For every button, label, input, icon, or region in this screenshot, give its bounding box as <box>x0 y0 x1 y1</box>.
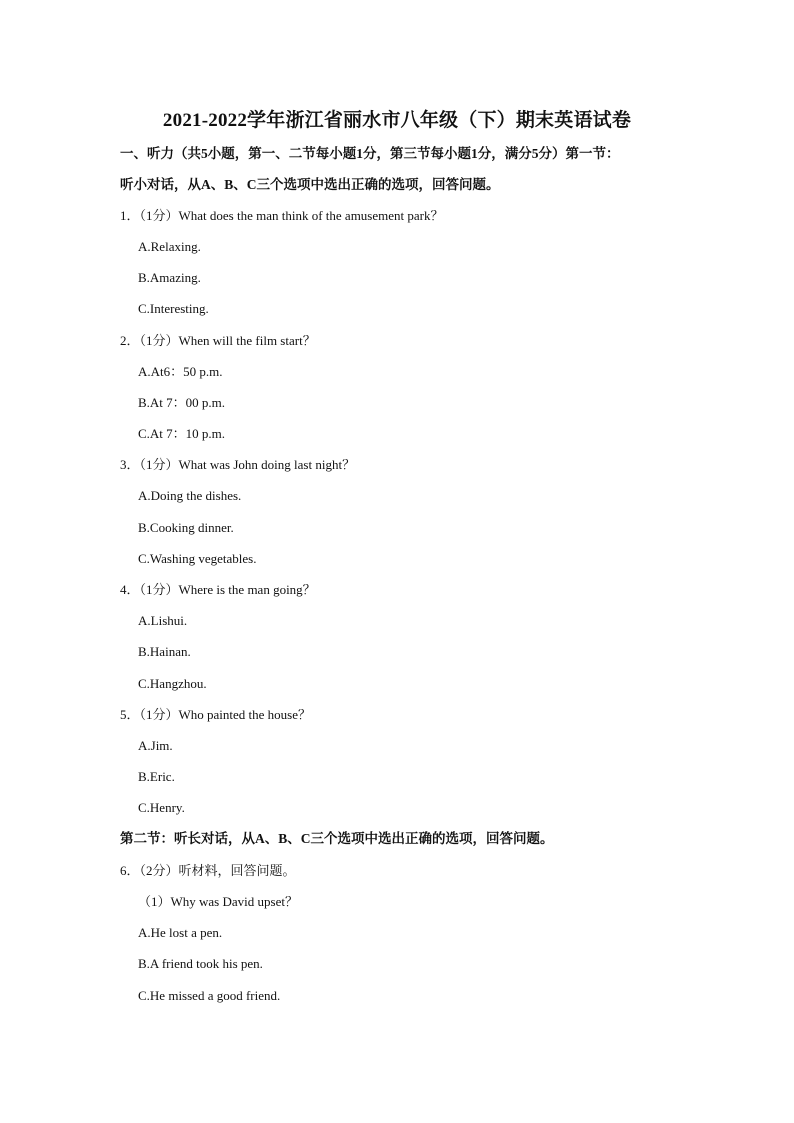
question-2-option-c: C.At 7：10 p.m. <box>138 426 226 441</box>
question-1-option-c: C.Interesting. <box>138 301 209 316</box>
question-2-option-a: A.At6：50 p.m. <box>138 364 223 379</box>
question-3-option-a: A.Doing the dishes. <box>138 488 242 503</box>
section1-heading-line2: 听小对话，从A、B、C三个选项中选出正确的选项，回答问题。 <box>120 177 500 192</box>
question-6-option-c: C.He missed a good friend. <box>138 988 281 1003</box>
question-6-sub-question-1: （1）Why was David upset？ <box>138 894 298 909</box>
question-4-option-b: B.Hainan. <box>138 644 191 659</box>
question-3-stem: 3．（1分）What was John doing last night？ <box>120 457 356 472</box>
question-1-stem: 1．（1分）What does the man think of the amusement park？ <box>120 208 444 223</box>
question-4-stem: 4．（1分）Where is the man going？ <box>120 582 316 597</box>
question-5-option-a: A.Jim. <box>138 738 173 753</box>
section2-heading: 第二节：听长对话，从A、B、C三个选项中选出正确的选项，回答问题。 <box>120 831 554 846</box>
question-2-option-b: B.At 7：00 p.m. <box>138 395 226 410</box>
question-1-option-b: B.Amazing. <box>138 270 201 285</box>
question-1-option-a: A.Relaxing. <box>138 239 201 254</box>
question-4-option-c: C.Hangzhou. <box>138 676 207 691</box>
question-6-option-a: A.He lost a pen. <box>138 925 223 940</box>
exam-title: 2021-2022学年浙江省丽水市八年级（下）期末英语试卷 <box>162 110 632 131</box>
question-3-option-c: C.Washing vegetables. <box>138 551 257 566</box>
question-6-option-b: B.A friend took his pen. <box>138 956 263 971</box>
question-5-option-b: B.Eric. <box>138 769 175 784</box>
question-2-stem: 2．（1分）When will the film start？ <box>120 333 316 348</box>
question-3-option-b: B.Cooking dinner. <box>138 520 234 535</box>
question-5-option-c: C.Henry. <box>138 800 185 815</box>
question-6-stem: 6．（2分）听材料，回答问题。 <box>120 863 296 878</box>
question-5-stem: 5．（1分）Who painted the house？ <box>120 707 311 722</box>
section1-heading-line1: 一、听力（共5小题，第一、二节每小题1分，第三节每小题1分，满分5分）第一节： <box>120 146 620 161</box>
question-4-option-a: A.Lishui. <box>138 613 188 628</box>
